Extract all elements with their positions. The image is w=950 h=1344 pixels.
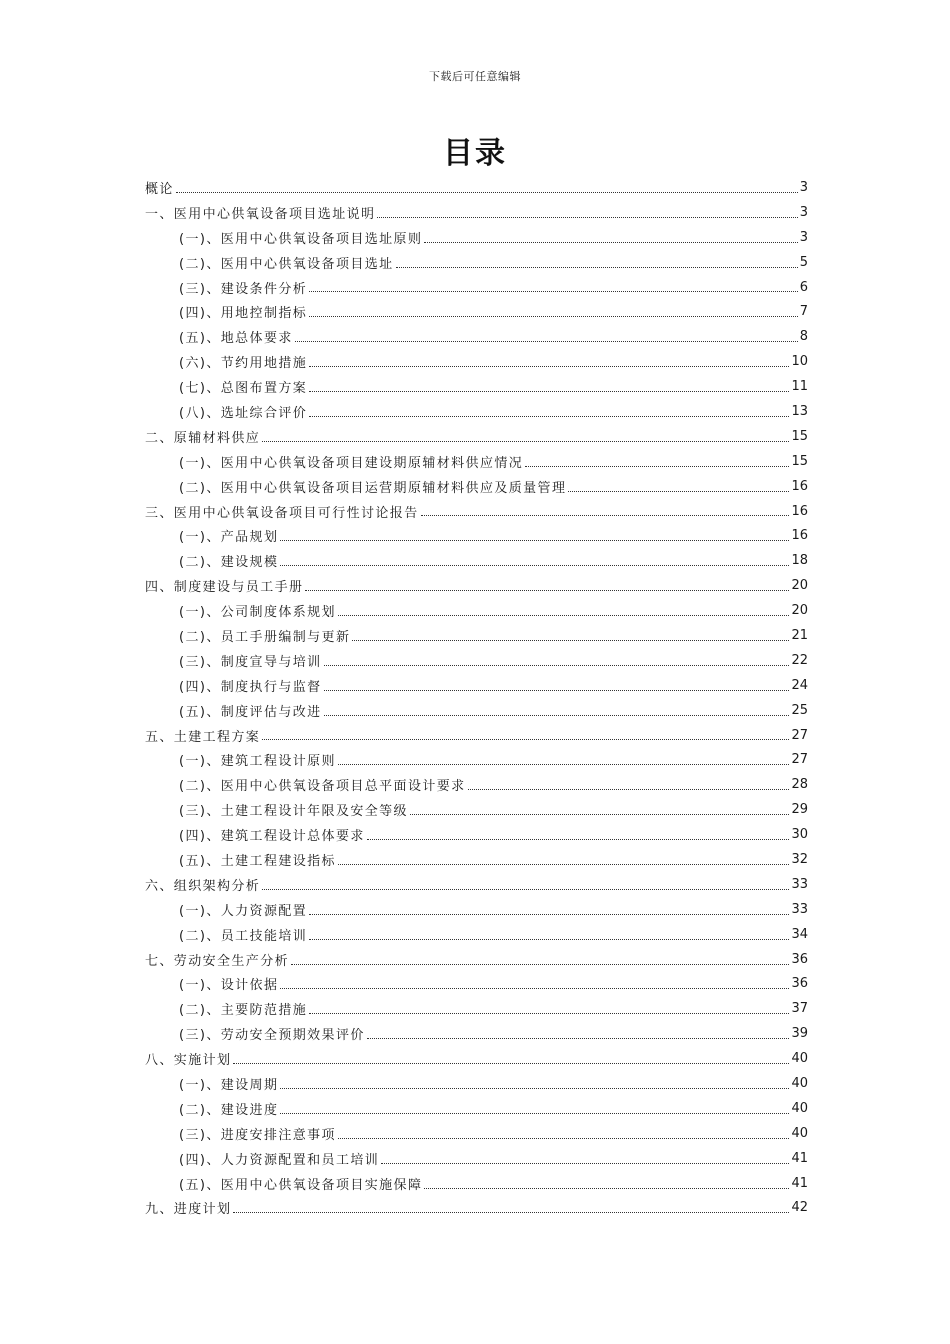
toc-entry[interactable] — [145, 200, 808, 225]
toc-leader-dots — [468, 788, 790, 790]
toc-leader-dots — [233, 1062, 789, 1064]
toc-entry-text: (六)、节约用地措施 — [179, 356, 308, 372]
toc-leader-dots — [324, 689, 790, 691]
toc-entry[interactable] — [145, 324, 808, 349]
toc-entry-page-number: 27 — [791, 727, 808, 743]
toc-entry-page-number: 42 — [791, 1200, 808, 1216]
toc-entry[interactable] — [145, 897, 808, 922]
toc-entry-text: (一)、医用中心供氧设备项目选址原则 — [179, 231, 423, 247]
toc-leader-dots — [338, 863, 790, 865]
toc-entry-page-number: 3 — [799, 204, 808, 220]
toc-entry-page-number: 41 — [791, 1150, 808, 1166]
toc-leader-dots — [280, 564, 789, 566]
toc-leader-dots — [377, 216, 797, 218]
toc-entry[interactable] — [145, 399, 808, 424]
toc-entry-text: (五)、地总体要求 — [179, 331, 293, 347]
toc-leader-dots — [309, 415, 789, 417]
toc-entry[interactable] — [145, 523, 808, 548]
toc-leader-dots — [381, 1162, 789, 1164]
toc-entry-page-number: 16 — [791, 503, 808, 519]
toc-title: 目录 — [443, 136, 507, 171]
toc-entry-text: (五)、制度评估与改进 — [179, 704, 322, 720]
toc-entry-page-number: 40 — [791, 1051, 808, 1067]
toc-entry-page-number: 8 — [799, 329, 808, 345]
toc-entry-page-number: 25 — [791, 702, 808, 718]
toc-entry-text: 五、土建工程方案 — [145, 729, 261, 745]
toc-entry-text: (四)、用地控制指标 — [179, 306, 308, 322]
toc-entry-text: (一)、建设周期 — [179, 1078, 279, 1093]
toc-entry-page-number: 10 — [791, 354, 808, 370]
toc-leader-dots — [280, 1087, 789, 1089]
toc-entry-text: 六、组织架构分析 — [145, 878, 261, 894]
toc-entry[interactable] — [145, 922, 808, 947]
toc-entry[interactable] — [145, 474, 808, 499]
toc-entry[interactable] — [145, 1146, 808, 1171]
toc-entry-text: (四)、人力资源配置和员工培训 — [179, 1152, 380, 1168]
toc-leader-dots — [568, 490, 789, 492]
toc-entry-page-number: 21 — [791, 627, 808, 643]
toc-entry-text: (二)、建设进度 — [179, 1102, 279, 1118]
toc-entry-page-number: 40 — [791, 1125, 808, 1141]
toc-leader-dots — [338, 763, 790, 765]
toc-entry[interactable] — [145, 499, 808, 524]
toc-entry-page-number: 34 — [791, 926, 808, 942]
toc-entry-page-number: 40 — [791, 1100, 808, 1116]
toc-entry-page-number: 11 — [791, 379, 808, 395]
toc-entry[interactable] — [145, 374, 808, 399]
toc-entry-page-number: 29 — [791, 802, 808, 818]
toc-entry[interactable] — [145, 225, 808, 250]
toc-leader-dots — [309, 1012, 789, 1014]
toc-entry[interactable] — [145, 797, 808, 822]
toc-entry-text: (二)、医用中心供氧设备项目选址 — [179, 256, 394, 272]
toc-entry-page-number: 6 — [799, 279, 808, 295]
toc-entry-text: 二、原辅材料供应 — [145, 430, 261, 446]
toc-leader-dots — [176, 191, 798, 193]
toc-leader-dots — [262, 888, 789, 890]
toc-entry[interactable] — [145, 1071, 808, 1096]
toc-entry-text: (三)、土建工程设计年限及安全等级 — [179, 804, 408, 820]
toc-leader-dots — [309, 390, 789, 392]
toc-entry-text: (四)、建筑工程设计总体要求 — [179, 829, 365, 845]
toc-entry-text: (三)、劳动安全预期效果评价 — [179, 1028, 365, 1044]
page-header: 下载后可任意编辑 — [429, 70, 521, 83]
toc-leader-dots — [396, 266, 798, 268]
toc-entry-page-number: 3 — [799, 229, 808, 245]
toc-leader-dots — [525, 465, 789, 467]
toc-entry[interactable] — [145, 349, 808, 374]
toc-entry-page-number: 24 — [791, 677, 808, 693]
toc-entry-page-number: 28 — [791, 777, 808, 793]
toc-leader-dots — [309, 913, 789, 915]
toc-leader-dots — [367, 838, 790, 840]
toc-entry[interactable] — [145, 1046, 808, 1071]
toc-entry-text: 七、劳动安全生产分析 — [145, 953, 290, 969]
toc-entry-text: (一)、产品规划 — [179, 530, 279, 546]
toc-leader-dots — [291, 963, 789, 965]
toc-leader-dots — [233, 1211, 789, 1213]
toc-entry-page-number: 15 — [791, 428, 808, 444]
toc-entry-page-number: 33 — [791, 876, 808, 892]
toc-entry[interactable] — [145, 1096, 808, 1121]
toc-entry-page-number: 37 — [791, 1001, 808, 1017]
toc-entry[interactable] — [145, 872, 808, 897]
toc-entry[interactable] — [145, 1121, 808, 1146]
toc-entry[interactable] — [145, 648, 808, 673]
toc-entry[interactable] — [145, 175, 808, 200]
toc-leader-dots — [295, 340, 798, 342]
toc-entry-text: (一)、建筑工程设计原则 — [179, 754, 336, 770]
toc-entry-page-number: 16 — [791, 478, 808, 494]
toc-leader-dots — [338, 614, 790, 616]
toc-entry-page-number: 16 — [791, 528, 808, 544]
toc-entry[interactable] — [145, 1196, 808, 1221]
toc-leader-dots — [309, 315, 798, 317]
toc-entry[interactable] — [145, 673, 808, 698]
toc-entry-text: (三)、建设条件分析 — [179, 281, 308, 297]
toc-leader-dots — [280, 987, 789, 989]
toc-entry-text: (三)、制度宣导与培训 — [179, 654, 322, 670]
toc-entry-text: 九、进度计划 — [145, 1202, 232, 1218]
toc-entry-text: (二)、医用中心供氧设备项目运营期原辅材料供应及质量管理 — [179, 480, 567, 496]
toc-entry-text: (七)、总图布置方案 — [179, 381, 308, 397]
toc-entry-page-number: 36 — [791, 951, 808, 967]
toc-entry-page-number: 40 — [791, 1076, 808, 1091]
toc-entry[interactable] — [145, 275, 808, 300]
toc-entry[interactable] — [145, 449, 808, 474]
toc-entry-text: 概论 — [145, 181, 174, 197]
toc-entry-text: (一)、公司制度体系规划 — [179, 605, 336, 621]
toc-leader-dots — [280, 539, 789, 541]
toc-leader-dots — [262, 440, 789, 442]
toc-entry[interactable] — [145, 299, 808, 324]
toc-entry[interactable] — [145, 698, 808, 723]
toc-entry-page-number: 32 — [791, 851, 808, 867]
toc-entry[interactable] — [145, 598, 808, 623]
toc-entry[interactable] — [145, 424, 808, 449]
toc-entry-page-number: 15 — [791, 453, 808, 469]
table-of-contents — [145, 175, 808, 1220]
toc-entry-text: 三、医用中心供氧设备项目可行性讨论报告 — [145, 505, 419, 521]
toc-entry[interactable] — [145, 847, 808, 872]
toc-leader-dots — [280, 1112, 789, 1114]
toc-entry-page-number: 41 — [791, 1175, 808, 1191]
toc-entry-text: (五)、土建工程建设指标 — [179, 853, 336, 869]
toc-entry-text: (二)、建设规模 — [179, 555, 279, 571]
toc-entry[interactable] — [145, 723, 808, 748]
toc-entry[interactable] — [145, 947, 808, 972]
toc-entry-text: (一)、人力资源配置 — [179, 903, 308, 919]
toc-entry-text: (二)、员工技能培训 — [179, 928, 308, 944]
toc-entry-page-number: 3 — [799, 179, 808, 195]
toc-leader-dots — [352, 639, 789, 641]
toc-entry-text: (一)、设计依据 — [179, 978, 279, 994]
toc-leader-dots — [324, 664, 790, 666]
toc-entry[interactable] — [145, 772, 808, 797]
toc-leader-dots — [424, 1187, 789, 1189]
toc-leader-dots — [262, 738, 789, 740]
toc-entry-text: (三)、进度安排注意事项 — [179, 1127, 336, 1143]
toc-leader-dots — [324, 714, 790, 716]
toc-entry-page-number: 30 — [791, 827, 808, 843]
toc-entry-text: 八、实施计划 — [145, 1053, 232, 1069]
toc-entry[interactable] — [145, 747, 808, 772]
toc-entry[interactable] — [145, 623, 808, 648]
toc-entry-page-number: 27 — [791, 752, 808, 768]
toc-entry-page-number: 13 — [791, 403, 808, 419]
toc-entry-text: (二)、员工手册编制与更新 — [179, 629, 351, 645]
toc-entry[interactable] — [145, 822, 808, 847]
toc-leader-dots — [410, 813, 790, 815]
toc-entry-page-number: 20 — [791, 578, 808, 594]
toc-leader-dots — [309, 290, 798, 292]
toc-entry-text: (四)、制度执行与监督 — [179, 679, 322, 695]
toc-leader-dots — [424, 241, 797, 243]
toc-entry-page-number: 36 — [791, 976, 808, 992]
toc-leader-dots — [309, 938, 789, 940]
toc-entry[interactable] — [145, 972, 808, 997]
toc-leader-dots — [367, 1037, 790, 1039]
toc-entry-page-number: 39 — [791, 1026, 808, 1042]
toc-entry-page-number: 33 — [791, 901, 808, 917]
toc-entry-text: 一、医用中心供氧设备项目选址说明 — [145, 206, 376, 222]
toc-leader-dots — [305, 589, 789, 591]
toc-entry[interactable] — [145, 573, 808, 598]
toc-entry-page-number: 20 — [791, 603, 808, 619]
toc-entry[interactable] — [145, 1171, 808, 1196]
toc-entry[interactable] — [145, 996, 808, 1021]
toc-entry-page-number: 5 — [799, 254, 808, 270]
toc-leader-dots — [421, 514, 790, 516]
toc-entry-text: 四、制度建设与员工手册 — [145, 580, 304, 596]
toc-entry-text: (八)、选址综合评价 — [179, 405, 308, 421]
toc-entry-page-number: 7 — [799, 304, 808, 320]
toc-entry-text: (二)、主要防范措施 — [179, 1003, 308, 1019]
toc-entry-page-number: 18 — [791, 553, 808, 569]
toc-entry[interactable] — [145, 250, 808, 275]
toc-entry[interactable] — [145, 548, 808, 573]
toc-leader-dots — [338, 1137, 790, 1139]
toc-entry-text: (五)、医用中心供氧设备项目实施保障 — [179, 1177, 423, 1193]
toc-entry-text: (二)、医用中心供氧设备项目总平面设计要求 — [179, 779, 466, 795]
toc-entry-text: (一)、医用中心供氧设备项目建设期原辅材料供应情况 — [179, 455, 524, 471]
toc-leader-dots — [309, 365, 789, 367]
toc-entry-page-number: 22 — [791, 652, 808, 668]
toc-entry[interactable] — [145, 1021, 808, 1046]
